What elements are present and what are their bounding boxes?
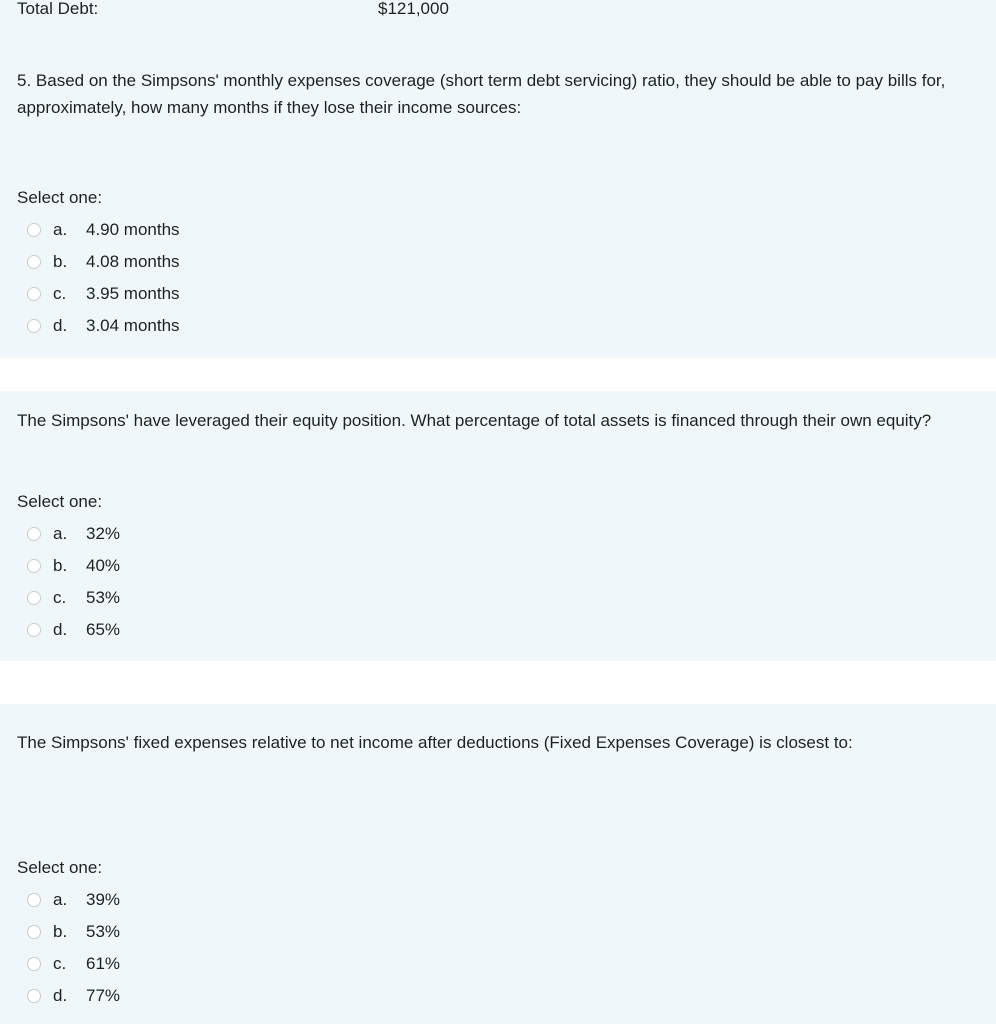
option-letter: d.: [53, 986, 68, 1005]
question-text: The Simpsons' have leveraged their equity position. What percentage of total assets is financed through their own equity?: [17, 411, 932, 430]
option-letter: b.: [53, 556, 68, 575]
option-text: 53%: [86, 922, 121, 941]
radio-button[interactable]: [27, 319, 41, 333]
option-letter: a.: [53, 220, 68, 239]
option-d[interactable]: [27, 619, 120, 641]
option-d[interactable]: [27, 985, 120, 1007]
option-d[interactable]: [27, 315, 180, 337]
option-b[interactable]: [27, 251, 180, 273]
option-b[interactable]: [27, 921, 120, 943]
select-one-label: Select one:: [17, 492, 103, 511]
option-letter: d.: [53, 620, 68, 639]
option-a[interactable]: [27, 523, 120, 545]
option-a[interactable]: [27, 889, 120, 911]
option-text: 77%: [86, 986, 121, 1005]
option-text: 32%: [86, 524, 121, 543]
option-text: 65%: [86, 620, 121, 639]
option-a[interactable]: [27, 219, 180, 241]
radio-button[interactable]: [27, 989, 41, 1003]
option-letter: c.: [53, 588, 67, 607]
option-b[interactable]: [27, 555, 120, 577]
option-text: 4.08 months: [86, 252, 180, 271]
radio-button[interactable]: [27, 527, 41, 541]
total-debt-value: $121,000: [378, 0, 449, 18]
total-debt-label: Total Debt:: [17, 0, 99, 18]
option-c[interactable]: [27, 953, 120, 975]
question-6-panel: [0, 391, 996, 661]
radio-button[interactable]: [27, 559, 41, 573]
option-letter: b.: [53, 252, 68, 271]
option-c[interactable]: [27, 587, 120, 609]
question-5-panel: [0, 0, 996, 358]
option-letter: a.: [53, 890, 68, 909]
option-text: 53%: [86, 588, 121, 607]
option-letter: c.: [53, 954, 67, 973]
option-c[interactable]: [27, 283, 180, 305]
radio-button[interactable]: [27, 925, 41, 939]
question-7-panel: [0, 704, 996, 1024]
radio-button[interactable]: [27, 893, 41, 907]
option-letter: b.: [53, 922, 68, 941]
question-text: The Simpsons' fixed expenses relative to net income after deductions (Fixed Expenses Coverage) is closest to:: [17, 733, 853, 752]
radio-button[interactable]: [27, 223, 41, 237]
option-text: 39%: [86, 890, 121, 909]
option-text: 3.95 months: [86, 284, 180, 303]
option-letter: a.: [53, 524, 68, 543]
option-text: 40%: [86, 556, 121, 575]
radio-button[interactable]: [27, 957, 41, 971]
option-text: 3.04 months: [86, 316, 180, 335]
question-text: 5. Based on the Simpsons' monthly expenses coverage (short term debt servicing) ratio, they should be able to pay bills for, approximately, how many months if they lose their income sources:: [17, 71, 946, 117]
select-one-label: Select one:: [17, 858, 103, 877]
select-one-label: Select one:: [17, 188, 103, 207]
radio-button[interactable]: [27, 255, 41, 269]
radio-button[interactable]: [27, 623, 41, 637]
option-text: 61%: [86, 954, 121, 973]
radio-button[interactable]: [27, 287, 41, 301]
option-letter: c.: [53, 284, 67, 303]
option-letter: d.: [53, 316, 68, 335]
radio-button[interactable]: [27, 591, 41, 605]
option-text: 4.90 months: [86, 220, 180, 239]
